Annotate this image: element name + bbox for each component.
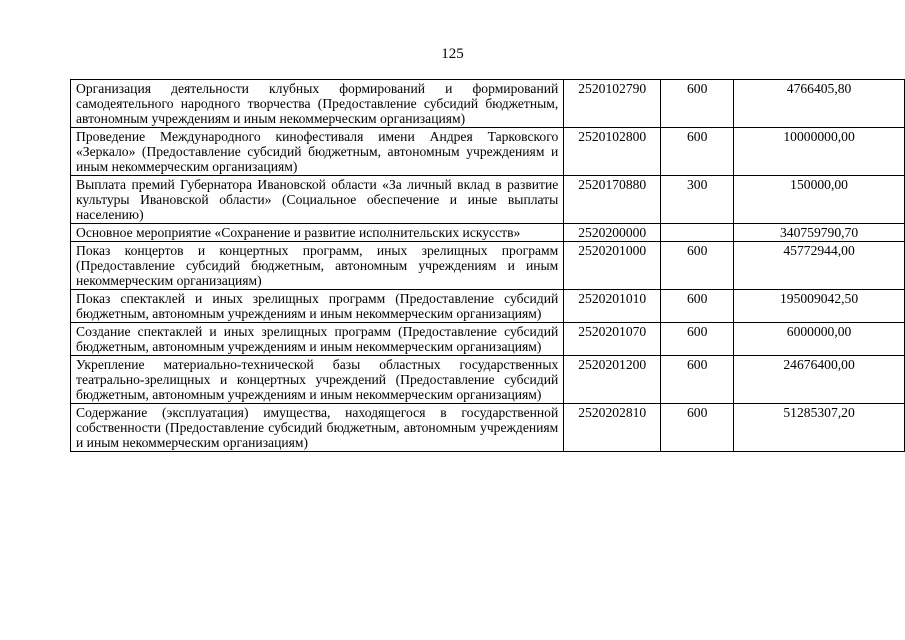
- row-name-cell: Организация деятельности клубных формирований и формирований самодеятельного народного творчества (Предоставление субсидий бюджетным, автономным учреждениям и иным некоммерческим организациям): [71, 80, 564, 128]
- row-amount-cell: 10000000,00: [734, 128, 905, 176]
- row-amount-cell: 6000000,00: [734, 323, 905, 356]
- row-code-cell: 2520102800: [564, 128, 661, 176]
- row-expense-type-cell: 600: [661, 242, 734, 290]
- row-code-cell: 2520102790: [564, 80, 661, 128]
- table-row: [71, 290, 905, 323]
- table-row: [71, 323, 905, 356]
- row-expense-type-cell: 600: [661, 290, 734, 323]
- row-code-cell: 2520170880: [564, 176, 661, 224]
- row-amount-cell: 24676400,00: [734, 356, 905, 404]
- table-row: [71, 176, 905, 224]
- row-amount-cell: 45772944,00: [734, 242, 905, 290]
- row-expense-type-cell: 600: [661, 80, 734, 128]
- row-name-cell: Создание спектаклей и иных зрелищных программ (Предоставление субсидий бюджетным, автономным учреждениям и иным некоммерческим организациям): [71, 323, 564, 356]
- row-expense-type-cell: 600: [661, 128, 734, 176]
- row-amount-cell: 195009042,50: [734, 290, 905, 323]
- table-row: [71, 128, 905, 176]
- table-row: [71, 224, 905, 242]
- row-amount-cell: 150000,00: [734, 176, 905, 224]
- row-name-cell: Основное мероприятие «Сохранение и развитие исполнительских искусств»: [71, 224, 564, 242]
- page-number: 125: [441, 46, 464, 62]
- row-name-cell: Укрепление материально-технической базы областных государственных театрально-зрелищных и концертных учреждений (Предоставление субсидий бюджетным, автономным учреждениям и иным некоммерческим организациям): [71, 356, 564, 404]
- row-expense-type-cell: 300: [661, 176, 734, 224]
- row-name-cell: Выплата премий Губернатора Ивановской области «За личный вклад в развитие культуры Ивановской области» (Социальное обеспечение и иные выплаты населению): [71, 176, 564, 224]
- budget-table: [70, 79, 905, 452]
- row-amount-cell: 51285307,20: [734, 404, 905, 452]
- table-row: [71, 80, 905, 128]
- row-code-cell: 2520202810: [564, 404, 661, 452]
- row-amount-cell: 4766405,80: [734, 80, 905, 128]
- table-row: [71, 404, 905, 452]
- row-amount-cell: 340759790,70: [734, 224, 905, 242]
- row-expense-type-cell: [661, 224, 734, 242]
- row-code-cell: 2520201200: [564, 356, 661, 404]
- row-code-cell: 2520201070: [564, 323, 661, 356]
- row-expense-type-cell: 600: [661, 323, 734, 356]
- row-expense-type-cell: 600: [661, 356, 734, 404]
- table-row: [71, 356, 905, 404]
- row-name-cell: Содержание (эксплуатация) имущества, находящегося в государственной собственности (Предоставление субсидий бюджетным, автономным учреждениям и иным некоммерческим организациям): [71, 404, 564, 452]
- row-code-cell: 2520201000: [564, 242, 661, 290]
- row-name-cell: Показ концертов и концертных программ, иных зрелищных программ (Предоставление субсидий бюджетным, автономным учреждениям и иным некоммерческим организациям): [71, 242, 564, 290]
- table-row: [71, 242, 905, 290]
- row-expense-type-cell: 600: [661, 404, 734, 452]
- row-code-cell: 2520201010: [564, 290, 661, 323]
- budget-table-body: [71, 80, 905, 452]
- row-code-cell: 2520200000: [564, 224, 661, 242]
- row-name-cell: Показ спектаклей и иных зрелищных программ (Предоставление субсидий бюджетным, автономным учреждениям и иным некоммерческим организациям): [71, 290, 564, 323]
- row-name-cell: Проведение Международного кинофестиваля имени Андрея Тарковского «Зеркало» (Предоставление субсидий бюджетным, автономным учреждениям и иным некоммерческим организациям): [71, 128, 564, 176]
